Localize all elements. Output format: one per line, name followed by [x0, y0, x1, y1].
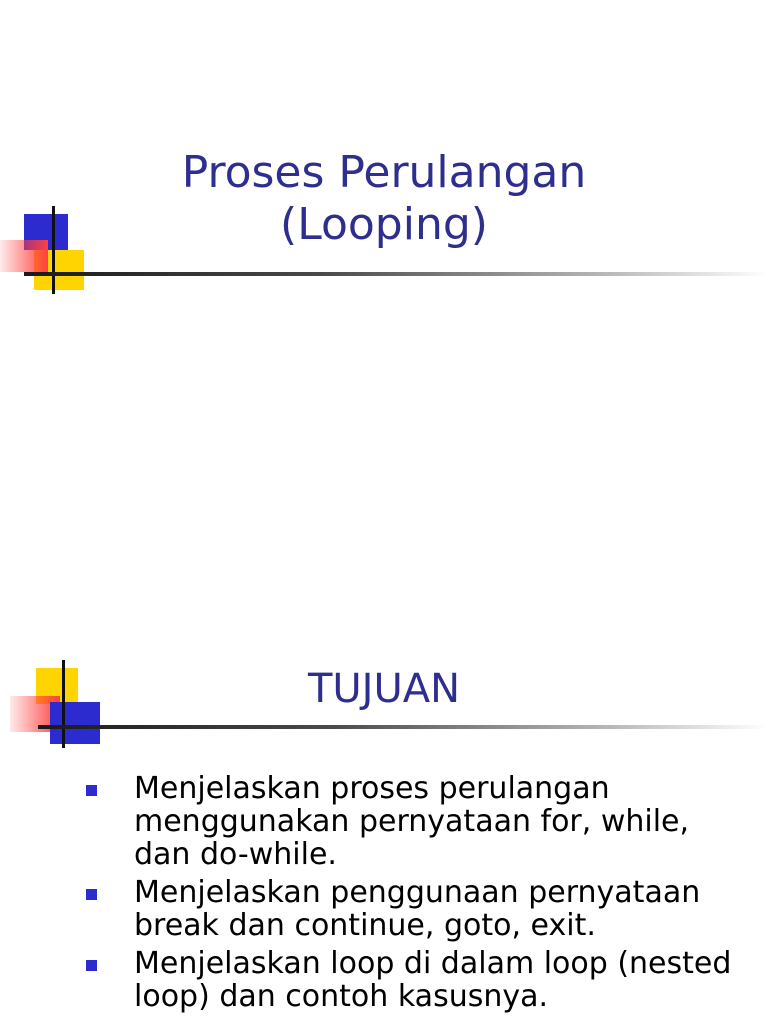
slide-title-text: TUJUAN	[307, 666, 461, 712]
square-bullet-icon	[86, 960, 97, 971]
bullet-text: Menjelaskan proses perulangan menggunakan pernyataan for, while, dan do-while.	[134, 771, 690, 872]
slide-title-text	[0, 148, 768, 250]
bullet-text: Menjelaskan penggunaan pernyataan break dan continue, goto, exit.	[134, 875, 701, 943]
title-line-2: (Looping)	[280, 199, 488, 250]
title-underline	[24, 272, 768, 276]
title-underline	[38, 725, 768, 729]
bullet-text: Menjelaskan loop di dalam loop (nested loop) dan contoh kasusnya.	[134, 946, 732, 1014]
list-item	[84, 947, 744, 1013]
slide-tujuan	[0, 512, 768, 1024]
list-item	[84, 876, 744, 942]
list-item	[84, 772, 744, 871]
title-line-1: Proses Perulangan	[181, 147, 587, 198]
square-bullet-icon	[86, 785, 97, 796]
bullet-list	[84, 772, 744, 1018]
square-bullet-icon	[86, 889, 97, 900]
